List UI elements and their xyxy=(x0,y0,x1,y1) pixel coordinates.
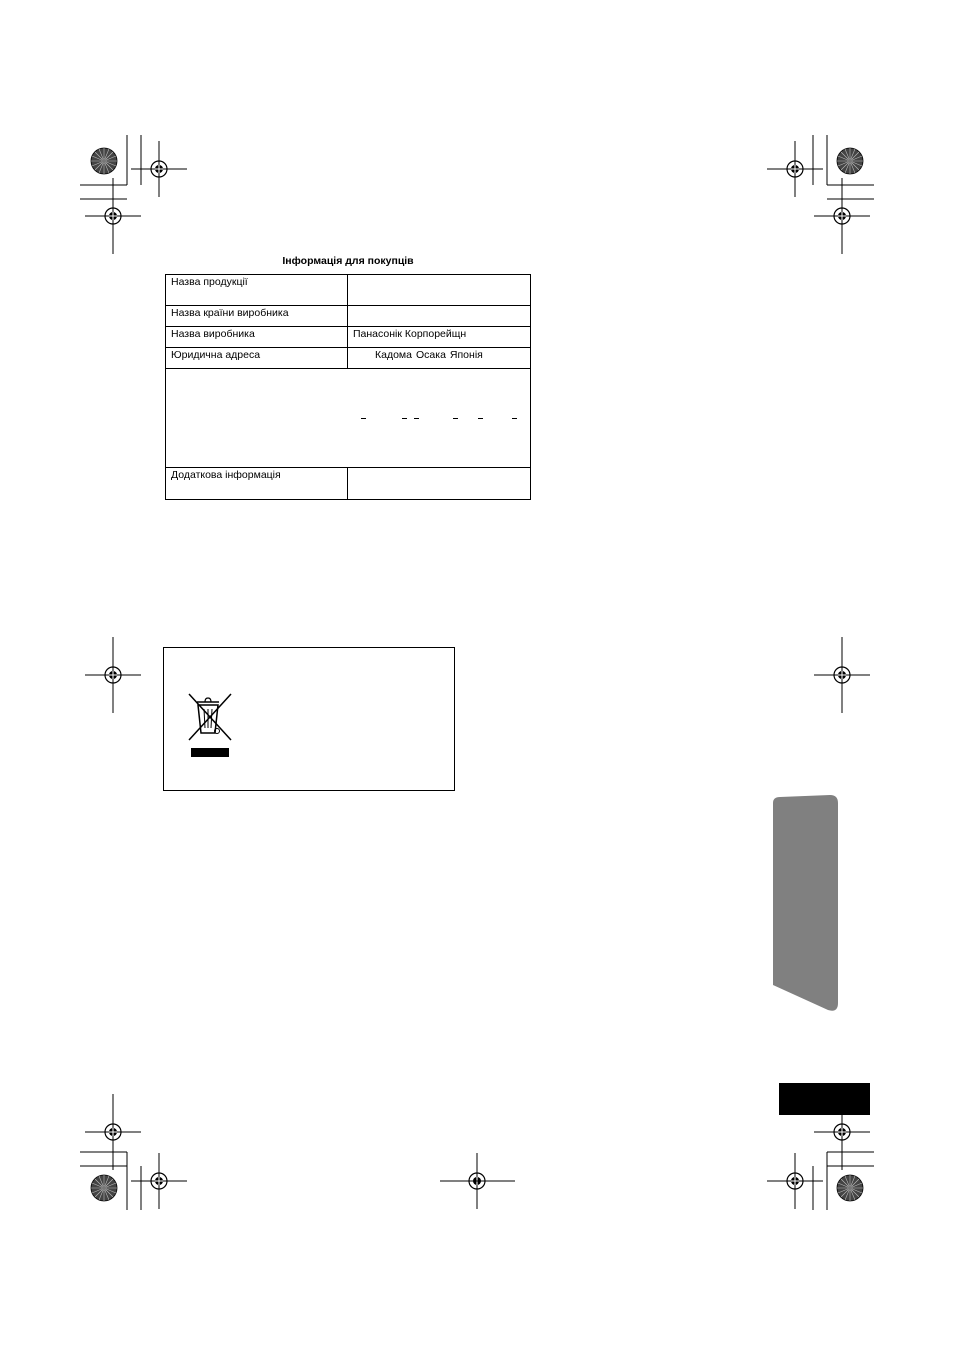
additional-info-label: Додаткова інформація xyxy=(166,468,348,500)
page-number-box xyxy=(779,1083,870,1115)
table-row-product-name xyxy=(166,275,531,306)
legal-address-value xyxy=(348,348,531,369)
purchaser-info-title: Інформація для покупців xyxy=(282,255,414,267)
table-row-additional-info xyxy=(166,468,531,500)
manufacturer-label: Назва виробника xyxy=(166,327,348,348)
address-country: Японія xyxy=(449,349,483,361)
disposal-notice-box xyxy=(163,647,455,791)
manufacturer-value: Панасонік Корпорейщн xyxy=(348,327,531,348)
table-row-country xyxy=(166,306,531,327)
product-name-label: Назва продукції xyxy=(166,275,348,306)
table-row-legal-address xyxy=(166,348,531,369)
blank-cell xyxy=(166,369,531,468)
crossed-out-wheelie-bin-icon xyxy=(184,692,236,760)
purchaser-info-table xyxy=(165,274,531,500)
country-value xyxy=(348,306,531,327)
additional-info-value xyxy=(348,468,531,500)
table-row-blank xyxy=(166,369,531,468)
address-city: Кадома xyxy=(375,349,412,361)
table-row-manufacturer xyxy=(166,327,531,348)
country-label: Назва країни виробника xyxy=(166,306,348,327)
dash-marks xyxy=(361,418,521,420)
product-name-value xyxy=(348,275,531,306)
address-prefecture: Осака xyxy=(415,349,446,361)
legal-address-label: Юридична адреса xyxy=(166,348,348,369)
